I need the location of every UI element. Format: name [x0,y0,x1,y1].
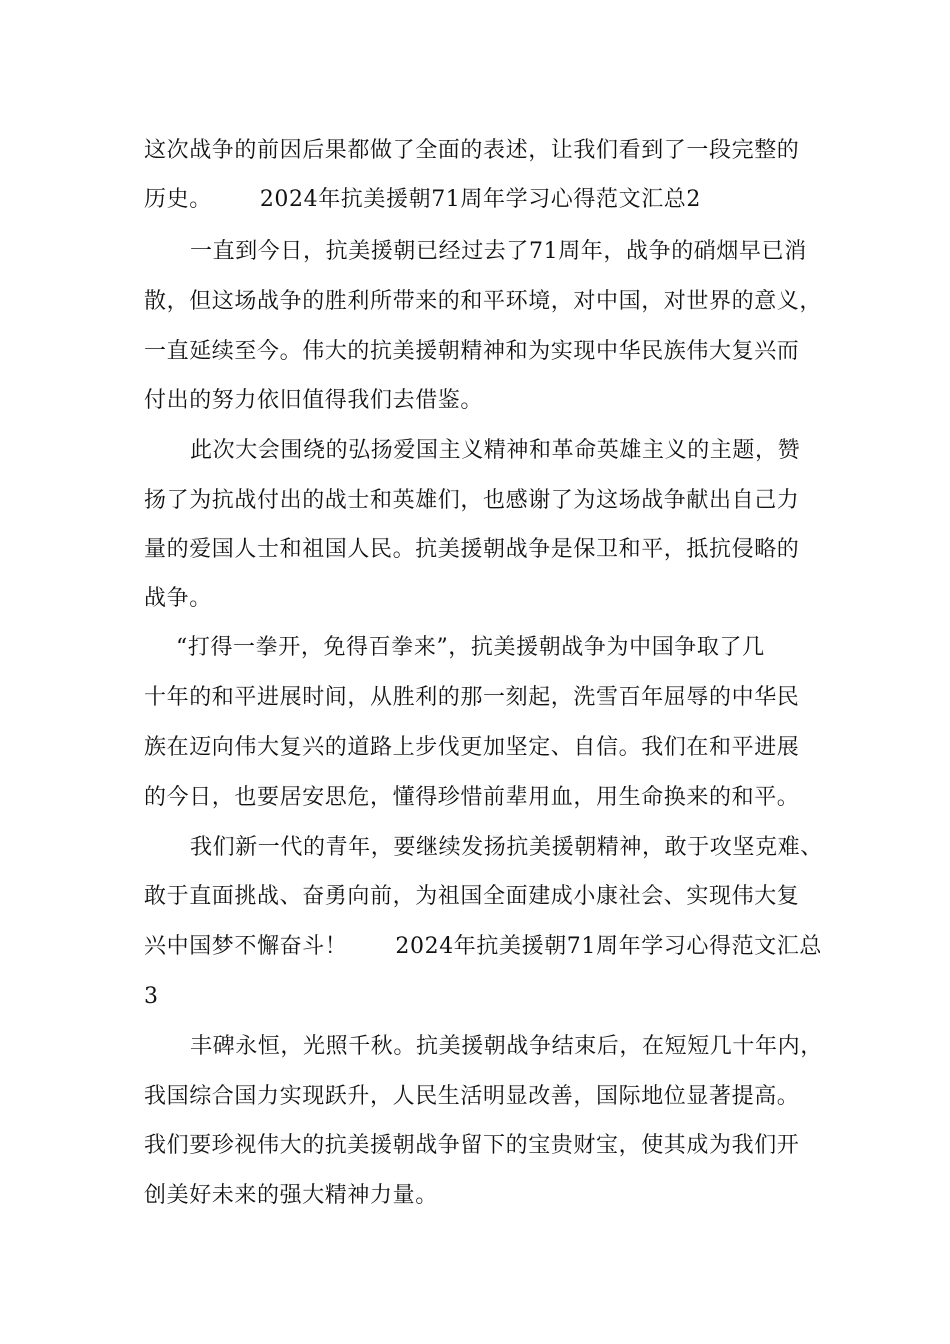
text-line: 这次战争的前因后果都做了全面的表述，让我们看到了一段完整的 [144,138,800,163]
text-line: 我们要珍视伟大的抗美援朝战争留下的宝贵财宝，使其成为我们开 [144,1133,800,1158]
section-heading-number: 3 [144,984,159,1009]
paragraph-line: 丰碑永恒，光照千秋。抗美援朝战争结束后，在短短几十年内， [190,1034,823,1059]
text-line: 创美好未来的强大精神力量。 [144,1183,438,1208]
text-line: 我国综合国力实现跃升，人民生活明显改善，国际地位显著提高。 [144,1084,800,1109]
text-line [144,932,822,962]
section-heading-3: 2024年抗美援朝71周年学习心得范文汇总 [395,934,822,959]
text-line: 战争。 [144,586,212,611]
text-line: 十年的和平进展时间，从胜利的那一刻起，洗雪百年屈辱的中华民 [144,685,800,710]
text-line: 族在迈向伟大复兴的道路上步伐更加坚定、自信。我们在和平进展 [144,735,800,760]
text-line: 扬了为抗战付出的战士和英雄们，也感谢了为这场战争献出自己力 [144,488,800,513]
text-line: 付出的努力依旧值得我们去借鉴。 [144,388,484,413]
text-line: 量的爱国人士和祖国人民。抗美援朝战争是保卫和平，抵抗侵略的 [144,537,800,562]
text-line: 一直延续至今。伟大的抗美援朝精神和为实现中华民族伟大复兴而 [144,339,800,364]
section-heading-2: 2024年抗美援朝71周年学习心得范文汇总2 [259,187,701,212]
paragraph-line: 此次大会围绕的弘扬爱国主义精神和革命英雄主义的主题，赞 [190,438,801,463]
text-line: 散，但这场战争的胜利所带来的和平环境，对中国，对世界的意义， [144,289,823,314]
paragraph-line: 一直到今日，抗美援朝已经过去了71周年，战争的硝烟早已消 [190,239,807,264]
paragraph-line: 我们新一代的青年，要继续发扬抗美援朝精神，敢于攻坚克难、 [190,835,823,860]
text-line: 的今日，也要居安思危，懂得珍惜前辈用血，用生命换来的和平。 [144,785,800,810]
text-line-end: 历史。 [144,187,212,212]
text-line [144,185,701,215]
paragraph-line: “打得一拳开，免得百拳来”，抗美援朝战争为中国争取了几 [176,635,765,660]
text-line-end: 兴中国梦不懈奋斗！ [144,934,348,959]
text-line: 敢于直面挑战、奋勇向前，为祖国全面建成小康社会、实现伟大复 [144,884,800,909]
